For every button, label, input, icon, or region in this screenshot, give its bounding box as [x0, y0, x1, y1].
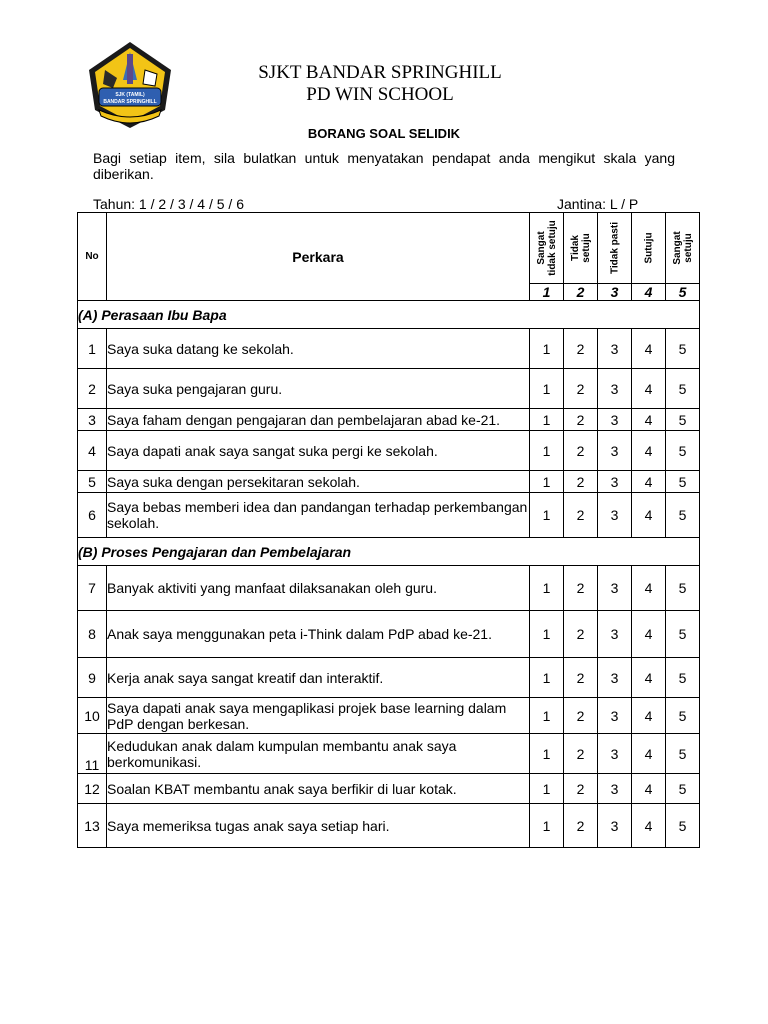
- section-title: (B) Proses Pengajaran dan Pembelajaran: [78, 538, 700, 566]
- item-number: 12: [78, 774, 107, 804]
- rating-option-1[interactable]: 1: [530, 611, 564, 658]
- rating-option-4[interactable]: 4: [632, 493, 666, 538]
- item-number: 11: [78, 734, 107, 774]
- rating-option-5[interactable]: 5: [666, 431, 700, 471]
- rating-option-1[interactable]: 1: [530, 566, 564, 611]
- item-statement: Saya suka pengajaran guru.: [107, 369, 530, 409]
- rating-option-3[interactable]: 3: [598, 566, 632, 611]
- column-header-no: No: [78, 213, 107, 301]
- table-row: [78, 611, 700, 658]
- survey-table: [77, 212, 700, 848]
- svg-text:BANDAR SPRINGHILL: BANDAR SPRINGHILL: [103, 99, 157, 105]
- scale-number: 1: [530, 284, 564, 301]
- rating-option-5[interactable]: 5: [666, 698, 700, 734]
- table-row: [78, 734, 700, 774]
- rating-option-4[interactable]: 4: [632, 329, 666, 369]
- rating-option-5[interactable]: 5: [666, 658, 700, 698]
- item-statement: Kerja anak saya sangat kreatif dan interaktif.: [107, 658, 530, 698]
- school-crest-logo: [85, 40, 175, 130]
- rating-option-3[interactable]: 3: [598, 611, 632, 658]
- rating-option-3[interactable]: 3: [598, 329, 632, 369]
- table-row: [78, 471, 700, 493]
- rating-option-3[interactable]: 3: [598, 734, 632, 774]
- rating-option-4[interactable]: 4: [632, 611, 666, 658]
- rating-option-2[interactable]: 2: [564, 566, 598, 611]
- rating-option-1[interactable]: 1: [530, 804, 564, 848]
- rating-option-5[interactable]: 5: [666, 774, 700, 804]
- item-number: 13: [78, 804, 107, 848]
- table-header-row: [78, 213, 700, 284]
- rating-option-1[interactable]: 1: [530, 409, 564, 431]
- rating-option-4[interactable]: 4: [632, 804, 666, 848]
- rating-option-5[interactable]: 5: [666, 734, 700, 774]
- item-statement: Soalan KBAT membantu anak saya berfikir di luar kotak.: [107, 774, 530, 804]
- rating-option-4[interactable]: 4: [632, 369, 666, 409]
- rating-option-1[interactable]: 1: [530, 698, 564, 734]
- rating-option-2[interactable]: 2: [564, 329, 598, 369]
- rating-option-3[interactable]: 3: [598, 493, 632, 538]
- rating-option-1[interactable]: 1: [530, 734, 564, 774]
- table-row: [78, 774, 700, 804]
- rating-option-5[interactable]: 5: [666, 611, 700, 658]
- rating-option-2[interactable]: 2: [564, 431, 598, 471]
- table-row: [78, 329, 700, 369]
- item-statement: Banyak aktiviti yang manfaat dilaksanakan oleh guru.: [107, 566, 530, 611]
- table-row: [78, 369, 700, 409]
- rating-option-3[interactable]: 3: [598, 774, 632, 804]
- scale-number: 2: [564, 284, 598, 301]
- rating-option-4[interactable]: 4: [632, 431, 666, 471]
- item-number: 4: [78, 431, 107, 471]
- rating-option-1[interactable]: 1: [530, 774, 564, 804]
- rating-option-2[interactable]: 2: [564, 698, 598, 734]
- item-statement: Saya suka datang ke sekolah.: [107, 329, 530, 369]
- school-name-line2: PD WIN SCHOOL: [306, 84, 454, 105]
- svg-text:SJK (TAMIL): SJK (TAMIL): [115, 92, 145, 98]
- rating-option-5[interactable]: 5: [666, 804, 700, 848]
- rating-option-2[interactable]: 2: [564, 369, 598, 409]
- rating-option-3[interactable]: 3: [598, 804, 632, 848]
- rating-option-2[interactable]: 2: [564, 774, 598, 804]
- rating-option-3[interactable]: 3: [598, 369, 632, 409]
- scale-label-5: Sangat setuju: [666, 213, 700, 284]
- table-row: [78, 493, 700, 538]
- item-statement: Saya bebas memberi idea dan pandangan terhadap perkembangan sekolah.: [107, 493, 530, 538]
- rating-option-1[interactable]: 1: [530, 658, 564, 698]
- rating-option-4[interactable]: 4: [632, 658, 666, 698]
- rating-option-4[interactable]: 4: [632, 774, 666, 804]
- section-row: [78, 301, 700, 329]
- scale-number: 3: [598, 284, 632, 301]
- rating-option-1[interactable]: 1: [530, 471, 564, 493]
- item-number: 9: [78, 658, 107, 698]
- rating-option-2[interactable]: 2: [564, 471, 598, 493]
- scale-label-1: Sangat tidak setuju: [530, 213, 564, 284]
- section-row: [78, 538, 700, 566]
- rating-option-4[interactable]: 4: [632, 566, 666, 611]
- item-number: 5: [78, 471, 107, 493]
- rating-option-3[interactable]: 3: [598, 658, 632, 698]
- rating-option-3[interactable]: 3: [598, 409, 632, 431]
- rating-option-5[interactable]: 5: [666, 369, 700, 409]
- rating-option-5[interactable]: 5: [666, 471, 700, 493]
- item-number: 6: [78, 493, 107, 538]
- table-row: [78, 409, 700, 431]
- rating-option-1[interactable]: 1: [530, 431, 564, 471]
- table-row: [78, 698, 700, 734]
- instructions-text: Bagi setiap item, sila bulatkan untuk menyatakan pendapat anda mengikut skala yang diberikan.: [93, 150, 675, 182]
- rating-option-3[interactable]: 3: [598, 431, 632, 471]
- scale-label-2: Tidak setuju: [564, 213, 598, 284]
- table-row: [78, 658, 700, 698]
- rating-option-2[interactable]: 2: [564, 734, 598, 774]
- rating-option-2[interactable]: 2: [564, 493, 598, 538]
- rating-option-4[interactable]: 4: [632, 471, 666, 493]
- scale-number: 5: [666, 284, 700, 301]
- rating-option-2[interactable]: 2: [564, 409, 598, 431]
- year-field[interactable]: Tahun: 1 / 2 / 3 / 4 / 5 / 6: [93, 196, 244, 212]
- rating-option-2[interactable]: 2: [564, 611, 598, 658]
- rating-option-4[interactable]: 4: [632, 698, 666, 734]
- rating-option-1[interactable]: 1: [530, 493, 564, 538]
- rating-option-5[interactable]: 5: [666, 329, 700, 369]
- rating-option-5[interactable]: 5: [666, 409, 700, 431]
- item-statement: Saya dapati anak saya mengaplikasi projek base learning dalam PdP dengan berkesan.: [107, 698, 530, 734]
- rating-option-3[interactable]: 3: [598, 471, 632, 493]
- rating-option-5[interactable]: 5: [666, 566, 700, 611]
- rating-option-4[interactable]: 4: [632, 409, 666, 431]
- form-title: BORANG SOAL SELIDIK: [307, 126, 461, 141]
- item-number: 2: [78, 369, 107, 409]
- rating-option-1[interactable]: 1: [530, 369, 564, 409]
- scale-label-4: Sutuju: [632, 213, 666, 284]
- scale-number: 4: [632, 284, 666, 301]
- section-title: (A) Perasaan Ibu Bapa: [78, 301, 700, 329]
- item-number: 7: [78, 566, 107, 611]
- item-number: 1: [78, 329, 107, 369]
- table-row: [78, 804, 700, 848]
- rating-option-4[interactable]: 4: [632, 734, 666, 774]
- item-number: 3: [78, 409, 107, 431]
- gender-field[interactable]: Jantina: L / P: [557, 196, 639, 212]
- column-header-item: Perkara: [107, 213, 530, 301]
- item-number: 8: [78, 611, 107, 658]
- item-statement: Saya dapati anak saya sangat suka pergi ke sekolah.: [107, 431, 530, 471]
- item-number: 10: [78, 698, 107, 734]
- school-name-line1: SJKT BANDAR SPRINGHILL: [258, 62, 502, 83]
- table-row: [78, 566, 700, 611]
- rating-option-2[interactable]: 2: [564, 804, 598, 848]
- item-statement: Saya memeriksa tugas anak saya setiap hari.: [107, 804, 530, 848]
- scale-label-3: Tidak pasti: [598, 213, 632, 284]
- item-statement: Saya faham dengan pengajaran dan pembelajaran abad ke-21.: [107, 409, 530, 431]
- rating-option-3[interactable]: 3: [598, 698, 632, 734]
- item-statement: Kedudukan anak dalam kumpulan membantu anak saya berkomunikasi.: [107, 734, 530, 774]
- rating-option-2[interactable]: 2: [564, 658, 598, 698]
- rating-option-1[interactable]: 1: [530, 329, 564, 369]
- item-statement: Saya suka dengan persekitaran sekolah.: [107, 471, 530, 493]
- table-row: [78, 431, 700, 471]
- item-statement: Anak saya menggunakan peta i-Think dalam PdP abad ke-21.: [107, 611, 530, 658]
- rating-option-5[interactable]: 5: [666, 493, 700, 538]
